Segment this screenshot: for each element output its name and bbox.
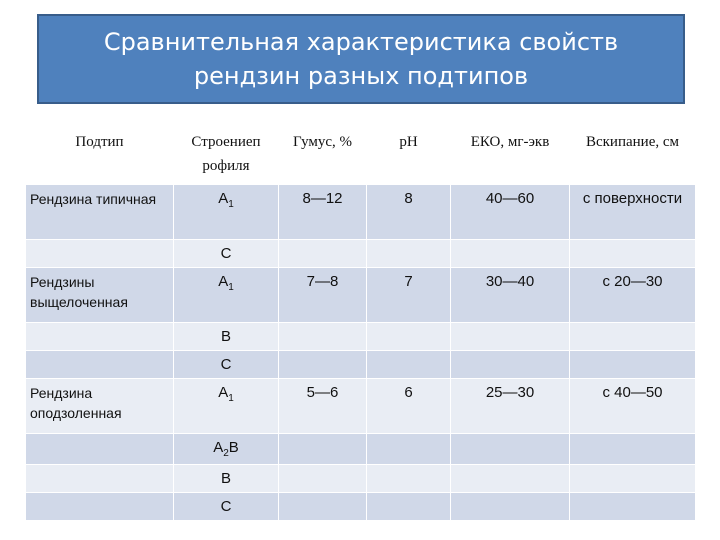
cell-subtype — [26, 434, 174, 465]
cell-eko — [451, 434, 570, 465]
cell-ph — [367, 493, 451, 521]
cell-humus: 5—6 — [279, 379, 367, 434]
cell-horizon — [174, 268, 279, 323]
cell-eko: 25—30 — [451, 379, 570, 434]
table-row — [26, 268, 696, 323]
horizon-letter: C — [220, 498, 232, 515]
header-boiling: Вскипание, см — [570, 126, 696, 185]
cell-boiling: с поверхности — [570, 185, 696, 240]
slide-title — [37, 14, 685, 104]
cell-humus — [279, 240, 367, 268]
cell-horizon — [174, 434, 279, 465]
table-body — [26, 185, 696, 521]
horizon-subscript: 1 — [228, 199, 234, 210]
cell-ph: 8 — [367, 185, 451, 240]
cell-boiling: с 40—50 — [570, 379, 696, 434]
table-row — [26, 240, 696, 268]
cell-subtype: Рендзины выщелоченная — [26, 268, 174, 323]
horizon-letter: A — [218, 273, 229, 290]
cell-horizon — [174, 323, 279, 351]
table-row — [26, 379, 696, 434]
header-humus: Гумус, % — [279, 126, 367, 185]
horizon-letter: A — [218, 190, 229, 207]
header-eko: ЕКО, мг-экв — [451, 126, 570, 185]
soil-properties-table — [25, 125, 696, 521]
table-row — [26, 351, 696, 379]
cell-humus — [279, 493, 367, 521]
cell-subtype — [26, 323, 174, 351]
horizon-letter: C — [220, 356, 232, 373]
horizon-subscript: 1 — [228, 393, 234, 404]
cell-eko — [451, 351, 570, 379]
cell-subtype — [26, 465, 174, 493]
cell-eko — [451, 465, 570, 493]
horizon-letter: A — [213, 439, 224, 456]
header-row — [26, 126, 696, 185]
cell-subtype — [26, 351, 174, 379]
cell-ph — [367, 351, 451, 379]
cell-horizon — [174, 379, 279, 434]
horizon-subscript: 1 — [228, 282, 234, 293]
table-row — [26, 185, 696, 240]
cell-eko — [451, 323, 570, 351]
table-row — [26, 434, 696, 465]
cell-boiling — [570, 351, 696, 379]
table-row — [26, 465, 696, 493]
cell-subtype — [26, 240, 174, 268]
cell-ph — [367, 323, 451, 351]
cell-horizon — [174, 465, 279, 493]
cell-horizon — [174, 493, 279, 521]
cell-horizon — [174, 240, 279, 268]
horizon-subscript: 2 — [223, 448, 229, 459]
cell-subtype — [26, 493, 174, 521]
cell-ph — [367, 240, 451, 268]
cell-humus: 7—8 — [279, 268, 367, 323]
horizon-letter: A — [218, 384, 229, 401]
cell-boiling: с 20—30 — [570, 268, 696, 323]
header-profile: Строениеп рофиля — [174, 126, 279, 185]
cell-boiling — [570, 240, 696, 268]
cell-humus — [279, 434, 367, 465]
cell-subtype: Рендзина типичная — [26, 185, 174, 240]
horizon-letter: B — [220, 328, 231, 345]
cell-boiling — [570, 323, 696, 351]
header-subtype: Подтип — [26, 126, 174, 185]
cell-humus — [279, 351, 367, 379]
title-line-1: Сравнительная характеристика свойств — [103, 28, 619, 56]
cell-humus — [279, 323, 367, 351]
horizon-suffix: B — [228, 439, 239, 456]
title-line-2: рендзин разных подтипов — [193, 62, 529, 90]
cell-eko — [451, 493, 570, 521]
header-ph: pH — [367, 126, 451, 185]
cell-eko — [451, 240, 570, 268]
cell-eko: 40—60 — [451, 185, 570, 240]
table-row — [26, 493, 696, 521]
cell-humus — [279, 465, 367, 493]
cell-horizon — [174, 351, 279, 379]
cell-ph — [367, 465, 451, 493]
cell-humus: 8—12 — [279, 185, 367, 240]
horizon-letter: C — [220, 245, 232, 262]
horizon-letter: B — [220, 470, 231, 487]
cell-subtype: Рендзина оподзоленная — [26, 379, 174, 434]
cell-ph: 6 — [367, 379, 451, 434]
cell-horizon — [174, 185, 279, 240]
cell-boiling — [570, 493, 696, 521]
cell-ph: 7 — [367, 268, 451, 323]
cell-ph — [367, 434, 451, 465]
cell-boiling — [570, 465, 696, 493]
cell-boiling — [570, 434, 696, 465]
cell-eko: 30—40 — [451, 268, 570, 323]
table-row — [26, 323, 696, 351]
